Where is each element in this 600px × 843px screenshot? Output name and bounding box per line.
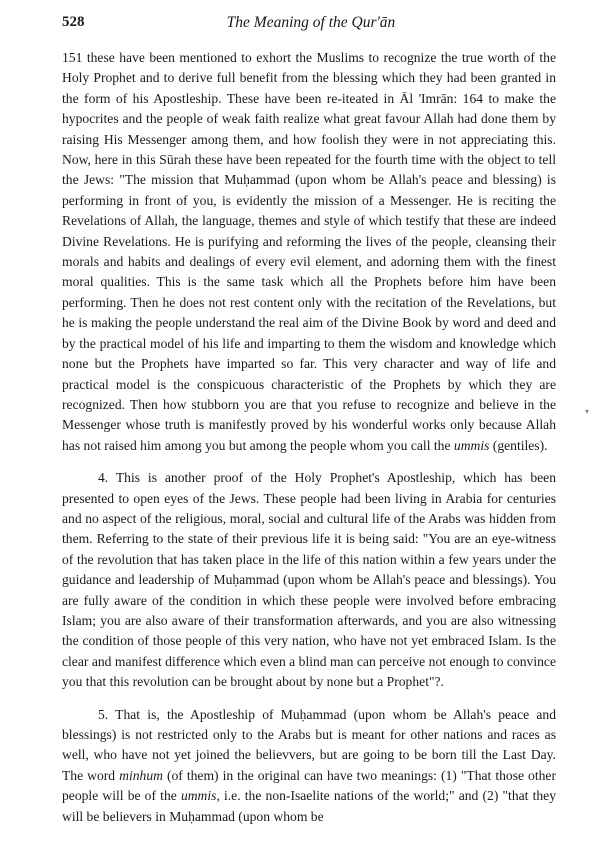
page-header [62, 14, 560, 36]
paragraph-text: , i.e. the non-Isaelite nations of the world;" and (2) "that they will be believers in Muḥammad (upon whom be [62, 788, 556, 824]
paragraph-note-5 [62, 705, 556, 827]
italic-term: ummis [180, 788, 217, 804]
italic-term: ummis [453, 437, 490, 453]
paragraph-text: (of them) in the original can have two meanings: (1) "That those other people will be of the [62, 767, 556, 804]
paragraph-note-4 [62, 468, 556, 692]
running-title: The Meaning of the Qur'ān [226, 14, 396, 31]
italic-term: minhum [119, 767, 163, 783]
page-number: 528 [62, 14, 85, 30]
paragraph-text-end: (gentiles). [489, 437, 548, 453]
margin-mark: ▾ [585, 407, 590, 416]
paragraph-text: 4. This is another proof of the Holy Prophet's Apostleship, which has been presented to open eyes of the Jews. These people had been living in Arabia for centuries and no aspect of the religious, moral, social and cultural life of the Arabs was hidden from them. Referring to the state of their previous life it is being said: "You are an eye-witness of the revolution that has taken place in the life of this nation within a few years under the guidance and leadership of Muḥammad (upon whom be Allah's peace and blessings). You are fully aware of the condition in which these people were involved before embracing Islam; you are also aware of their transformation afterwards, and you are also witnessing the condition of those people of this very nation, who have not yet embraced Islam. Is the clear and manifest difference which even a blind man can perceive not enough to convince you that this revolution can be brought about by none but a Prophet"?. [62, 470, 556, 690]
body-text [62, 48, 556, 827]
paragraph-text: 5. That is, the Apostleship of Muḥammad (upon whom be Allah's peace and blessings) is not restricted only to the Arabs but is meant for other nations and races as well, who have not yet joined the believvers, but are going to be born till the Last Day. The word [62, 706, 556, 783]
paragraph-note-3-continued [62, 48, 556, 456]
paragraph-text: 151 these have been mentioned to exhort the Muslims to recognize the true worth of the Holy Prophet and to derive full benefit from the blessing which they had been granted in the form of his Apostleship. These have been re-iteated in Āl 'Imrān: 164 to make the hypocrites and the people of weak faith realize what great favour Allah had done them by raising His Messenger among them, and how foolish they were in not appreciating this. Now, here in this Sūrah these have been repeated for the fourth time with the object to tell the Jews: "The mission that Muḥammad (upon whom be Allah's peace and blessing) is performing in front of you, is evidently the mission of a Messenger. He is reciting the Revelations of Allah, the language, themes and style of which testify that these are indeed Divine Revelations. He is purifying and reforming the lives of the people, cleansing their morals and habits and dealings of every evil element, and adorning them with the finest moral qualities. This is the same task which all the Prophets before him have been performing. Then he does not rest content only with the recitation of the Revelations, but he is making the people understand the real aim of the Divine Book by word and deed and by the practical model of his life and imparting to them the wisdom and knowledge which none but the Prophets have imparted so far. This very character and way of life and practical model is the conspicuous characteristic of the Prophets by which they are recognized. Then how stubborn you are that you refuse to recognize and believe in the Messenger whose truth is manifestly proved by his wonderful works only because Allah has not raised him among you but among the people whom you call the [62, 50, 556, 453]
